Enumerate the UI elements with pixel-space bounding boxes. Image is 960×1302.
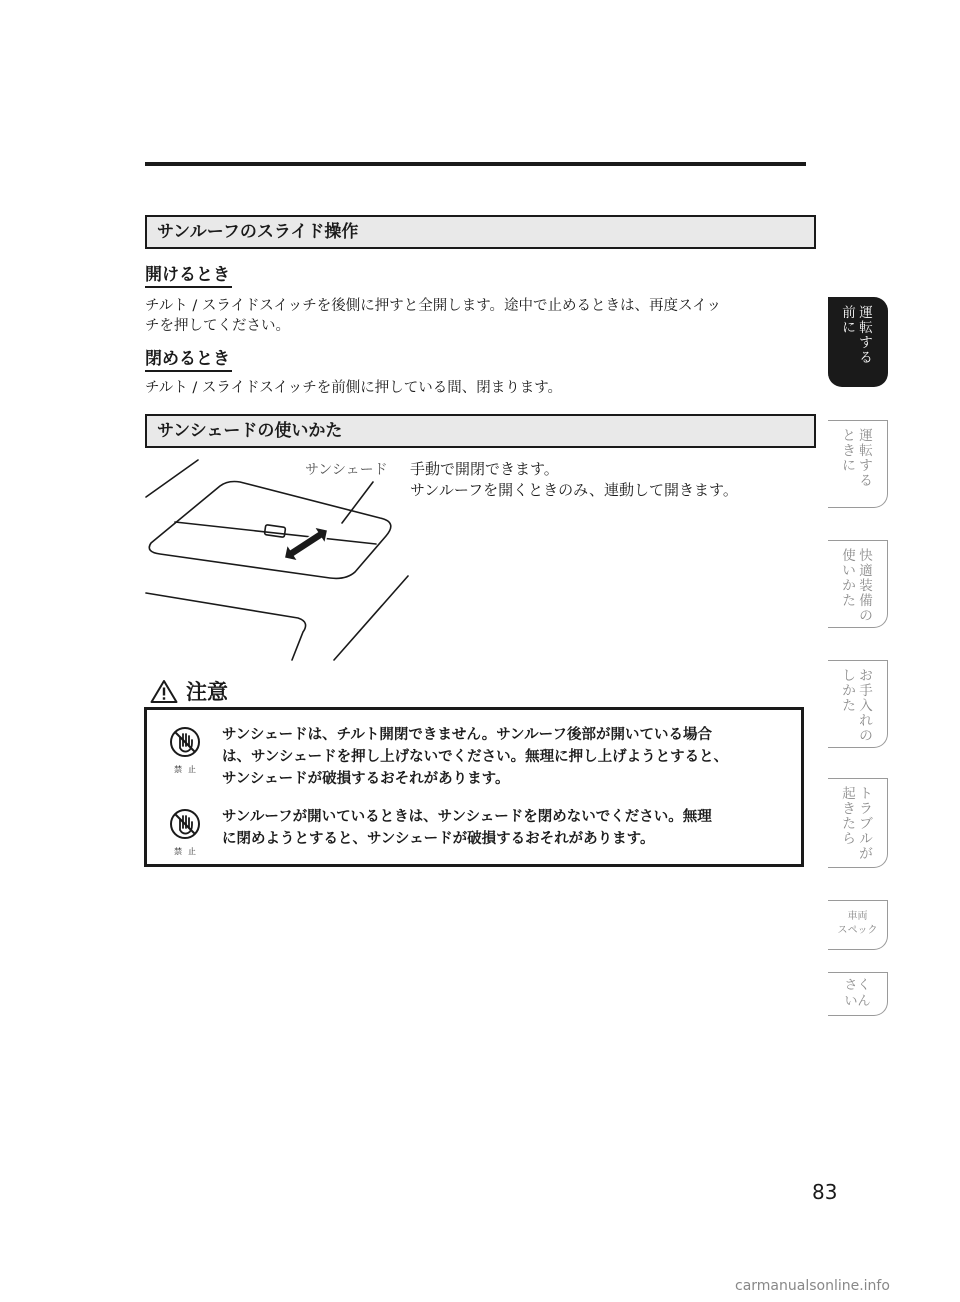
tab-glyph: 備 <box>859 593 873 609</box>
sunshade-callout-label: サンシェード <box>305 462 388 478</box>
caution-title <box>150 676 228 706</box>
prohibited-pictogram <box>165 726 205 775</box>
tab-label-col <box>859 429 874 489</box>
tab-glyph: し <box>842 668 856 684</box>
tab-glyph: 起 <box>842 786 856 802</box>
tab-glyph: ラ <box>859 801 873 817</box>
tab-label-col <box>842 429 857 489</box>
tab-glyph: る <box>859 473 873 489</box>
sunroof-panel <box>149 482 391 579</box>
tab-label-line: スペック <box>837 925 878 936</box>
roof-edge-line <box>146 460 198 497</box>
tab-glyph: 適 <box>859 563 873 579</box>
tab-label-col <box>842 306 857 366</box>
tab-glyph: す <box>859 458 873 474</box>
caution-line: に閉めようとすると、サンシェードが破損するおそれがあります。 <box>222 831 655 847</box>
sunshade-desc-line-2: サンルーフを開くときのみ、連動して開きます。 <box>410 481 738 499</box>
tab-glyph: る <box>859 350 873 366</box>
tab-label-col <box>842 669 857 744</box>
tab-glyph: 快 <box>859 548 873 564</box>
tab-glyph: 運 <box>859 428 873 444</box>
tab-glyph: 運 <box>859 305 873 321</box>
caution-line: サンシェードが破損するおそれがあります。 <box>222 771 510 787</box>
tab-label <box>828 787 887 862</box>
tab-glyph: ト <box>859 786 873 802</box>
tab-label-col <box>859 669 874 744</box>
section-header-sunroof-slide <box>145 215 816 249</box>
subheading-open: 開けるとき <box>145 265 232 288</box>
tab-glyph: に <box>842 458 856 474</box>
tab-label-col <box>842 787 857 862</box>
tab-glyph: か <box>842 578 856 594</box>
section-header-text: サンシェードの使いかた <box>157 421 343 441</box>
page-number: 83 <box>812 1180 838 1204</box>
sunshade-desc-line-1: 手動で開閉できます。 <box>410 460 559 478</box>
open-text-line-2: チを押してください。 <box>145 318 290 334</box>
tab-glyph: と <box>842 428 856 444</box>
tab-label-line: 車両 <box>847 911 868 922</box>
tab-label-col <box>842 549 857 624</box>
caution-text <box>222 806 797 850</box>
tab-glyph: 転 <box>859 443 873 459</box>
tab-glyph: の <box>859 728 873 744</box>
tab-glyph: す <box>859 335 873 351</box>
tab-glyph: が <box>859 846 873 862</box>
tab-label <box>828 429 887 489</box>
open-text-line-1: チルト / スライドスイッチを後側に押すと全開します。途中で止めるときは、再度スイッ <box>145 298 721 314</box>
prohibited-pictogram <box>165 808 205 857</box>
tab-glyph: お <box>859 668 873 684</box>
tab-care[interactable] <box>828 660 888 748</box>
tab-label-col <box>859 787 874 862</box>
tab-label-col <box>859 549 874 624</box>
header-trim-line <box>146 593 306 660</box>
tab-glyph: き <box>842 801 856 817</box>
tab-glyph: ブ <box>859 816 873 832</box>
tab-glyph: ル <box>859 831 873 847</box>
warning-triangle-icon <box>150 679 178 704</box>
prohibited-hand-icon <box>169 726 201 758</box>
sunshade-description <box>410 459 738 501</box>
section-header-text: サンルーフのスライド操作 <box>157 222 359 242</box>
tab-glyph: た <box>842 593 856 609</box>
tab-glyph: か <box>842 683 856 699</box>
watermark: carmanualsonline.info <box>735 1278 890 1294</box>
tab-label-line: いん <box>844 994 871 1009</box>
tab-glyph: 転 <box>859 320 873 336</box>
tab-label <box>828 306 887 366</box>
tab-label-line: さく <box>844 978 871 993</box>
tab-glyph: 入 <box>859 698 873 714</box>
tab-label-col <box>859 306 874 366</box>
open-instructions <box>145 296 805 336</box>
section-header-sunshade <box>145 414 816 448</box>
tab-vehicle-spec[interactable] <box>828 900 888 950</box>
caution-line: サンシェードは、チルト開閉できません。サンルーフ後部が開いている場合 <box>222 727 712 743</box>
tab-glyph: 使 <box>842 548 856 564</box>
caution-line: サンルーフが開いているときは、サンシェードを閉めないでください。無理 <box>222 809 712 825</box>
tab-glyph: た <box>842 698 856 714</box>
tab-glyph: き <box>842 443 856 459</box>
caution-line: は、サンシェードを押し上げないでください。無理に押し上げようとすると、 <box>222 749 729 765</box>
callout-leader <box>342 482 373 523</box>
caution-box <box>144 707 804 867</box>
sunshade-illustration <box>140 450 420 665</box>
tab-while-driving[interactable] <box>828 420 888 508</box>
tab-glyph: い <box>842 563 856 579</box>
tab-glyph: 装 <box>859 578 873 594</box>
tab-label <box>828 669 887 744</box>
subheading-close: 閉めるとき <box>145 349 232 372</box>
tab-glyph: れ <box>859 713 873 729</box>
prohibited-hand-icon <box>169 808 201 840</box>
pictogram-label: 禁止 <box>174 847 202 856</box>
tab-troubleshooting[interactable] <box>828 778 888 868</box>
tab-comfort-equipment[interactable] <box>828 540 888 628</box>
tab-glyph: 手 <box>859 683 873 699</box>
pillar-line <box>334 576 408 660</box>
slide-arrow-icon <box>279 521 334 566</box>
close-instructions: チルト / スライドスイッチを前側に押している間、閉まります。 <box>145 380 563 396</box>
tab-before-driving[interactable] <box>828 297 888 387</box>
tab-glyph: の <box>859 608 873 624</box>
top-rule <box>145 162 806 166</box>
slide-switch <box>264 525 285 538</box>
caution-text <box>222 724 797 790</box>
caution-title-text: 注意 <box>186 680 228 704</box>
pictogram-label: 禁止 <box>174 765 202 774</box>
tab-glyph: 前 <box>842 305 856 321</box>
tab-index[interactable] <box>828 972 888 1016</box>
tab-glyph: ら <box>842 831 856 847</box>
tab-glyph: た <box>842 816 856 832</box>
tab-label <box>828 549 887 624</box>
tab-glyph: に <box>842 320 856 336</box>
